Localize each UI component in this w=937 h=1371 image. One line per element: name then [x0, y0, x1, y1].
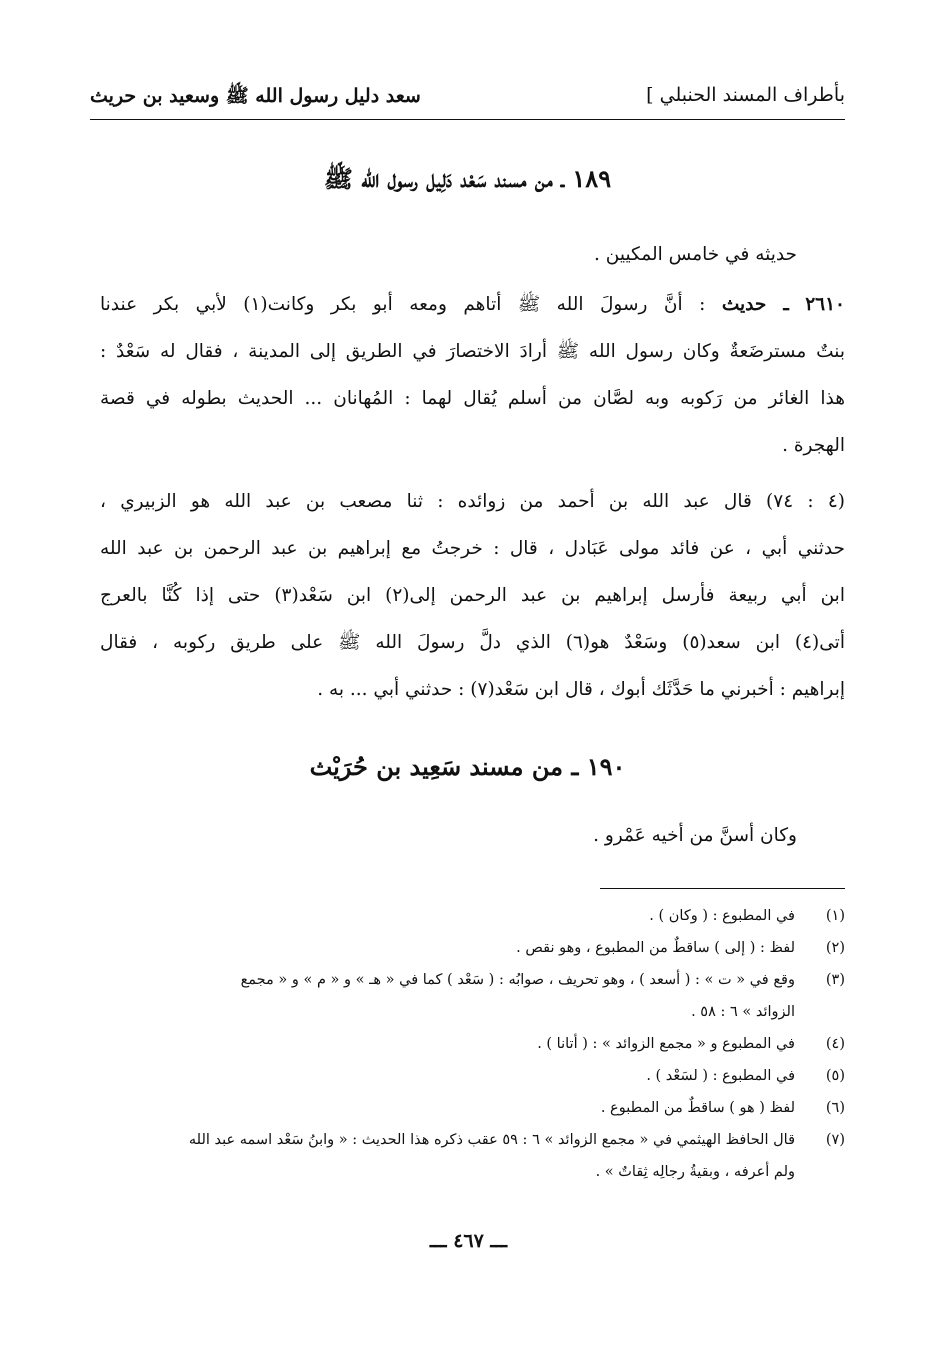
- hadith-text: : أنَّ رسولَ الله ﷺ أتاهم ومعه أبو بكر وكانت(١) لأبي بكر عندنا: [100, 294, 706, 315]
- running-head: [90, 84, 845, 120]
- footnote-number: (١): [825, 908, 845, 924]
- footnote-continuation: ولم أعرفه ، وبقيةُ رجالِه ثِقاتٌ » .: [595, 1164, 795, 1180]
- section-intro-text: حديثه في خامس المكيين .: [594, 244, 797, 265]
- section-intro-text: وكان أسنَّ من أخيه عَمْرو .: [593, 825, 797, 846]
- hadith-line: هذا الغائر من رَكوبه وبه لصَّان من أسلم يُقال لهما : المُهانان ... الحديث بطوله في قصة: [100, 388, 845, 409]
- footnote-number: (٣): [825, 972, 845, 988]
- footnote-text: في المطبوع و « مجمع الزوائد » : ( أتانا ) .: [537, 1036, 795, 1052]
- running-head-section-title: سعد دليل رسول الله ﷺ وسعيد بن حريث: [90, 85, 421, 107]
- footnote-number: (٢): [825, 940, 845, 956]
- footnote: [98, 1092, 845, 1124]
- footnote-text: قال الحافظ الهيثمي في « مجمع الزوائد » ٦ : ٥٩ عقب ذكره هذا الحديث : « وابنُ سَعْد اسمه عبد الله: [188, 1132, 795, 1148]
- footnote-continuation: الزوائد » ٦ : ٥٨ .: [691, 1004, 795, 1020]
- footnote: [98, 932, 845, 964]
- hadith-label: ـ حديث: [721, 294, 789, 315]
- footnote: [98, 900, 845, 932]
- footnote-text: لفظ : ( إلى ) ساقطٌ من المطبوع ، وهو نقص .: [516, 940, 795, 956]
- section-intro: [77, 812, 797, 859]
- hadith-line: بنتٌ مسترضَعةٌ وكان رسول الله ﷺ أرادَ الاختصارَ في الطريق إلى المدينة ، فقال له سَعْدٌ :: [100, 341, 845, 362]
- narration-line: أتى(٤) ابن سعد(٥) وسَعْدٌ هو(٦) الذي دلَّ رسولَ الله ﷺ على طريق ركوبه ، فقال: [100, 632, 845, 653]
- header-rule: [90, 119, 845, 120]
- section-title: ١٩٠ ـ من مسند سَعِيد بن حُرَيْث: [309, 752, 626, 781]
- narration-line: إبراهيم : أخبرني ما حَدَّثَك أبوك ، قال ابن سَعْد(٧) : حدثني أبي ... به .: [317, 679, 845, 700]
- footnote-text: وقع في « ت » : ( أسعد ) ، وهو تحريف ، صوابُه : ( سَعْد ) كما في « هـ » و « م » و « مجمع: [240, 972, 795, 988]
- section-intro: [77, 231, 797, 278]
- footnote-rule: [600, 888, 845, 889]
- section-title: ١٨٩ ـ من مسند سَعْد دَلِيل رسول الله ﷺ: [323, 164, 612, 193]
- footnote: [98, 1060, 845, 1092]
- footnote-text: في المطبوع : ( لسَعْد ) .: [646, 1068, 795, 1084]
- footnote-text: لفظ ( هو ) ساقطٌ من المطبوع .: [600, 1100, 795, 1116]
- footnote: [98, 964, 845, 996]
- narration-line: (٤ : ٧٤) قال عبد الله بن أحمد من زوائده : ثنا مصعب بن عبد الله هو الزبيري ،: [100, 491, 845, 512]
- narration-paragraph: [100, 478, 845, 713]
- footnotes: [98, 900, 845, 1188]
- hadith-paragraph: [100, 281, 845, 469]
- footnote: [98, 1124, 845, 1156]
- footnote-number: (٥): [825, 1068, 845, 1084]
- footnote-number: (٤): [825, 1036, 845, 1052]
- running-head-book-title: بأطراف المسند الحنبلي ]: [646, 84, 845, 106]
- narration-line: حدثني أبي ، عن فائد مولى عَبَادل ، قال : خرجتُ مع إبراهيم بن عبد الرحمن بن عبد الله: [100, 538, 845, 559]
- footnote-text: في المطبوع : ( وكان ) .: [649, 908, 795, 924]
- hadith-line: الهجرة .: [782, 435, 845, 456]
- footnote: [98, 1028, 845, 1060]
- hadith-number: ٢٦١٠: [805, 294, 845, 315]
- hadith-first-line: [100, 281, 845, 328]
- page-number: ـــ ٤٦٧ ـــ: [429, 1230, 508, 1252]
- footnote-number: (٦): [825, 1100, 845, 1116]
- footnote-number: (٧): [825, 1132, 845, 1148]
- narration-line: ابن أبي ربيعة فأرسل إبراهيم بن عبد الرحمن إلى(٢) ابن سَعْد(٣) حتى إذا كُنَّا بالعرج: [100, 585, 845, 606]
